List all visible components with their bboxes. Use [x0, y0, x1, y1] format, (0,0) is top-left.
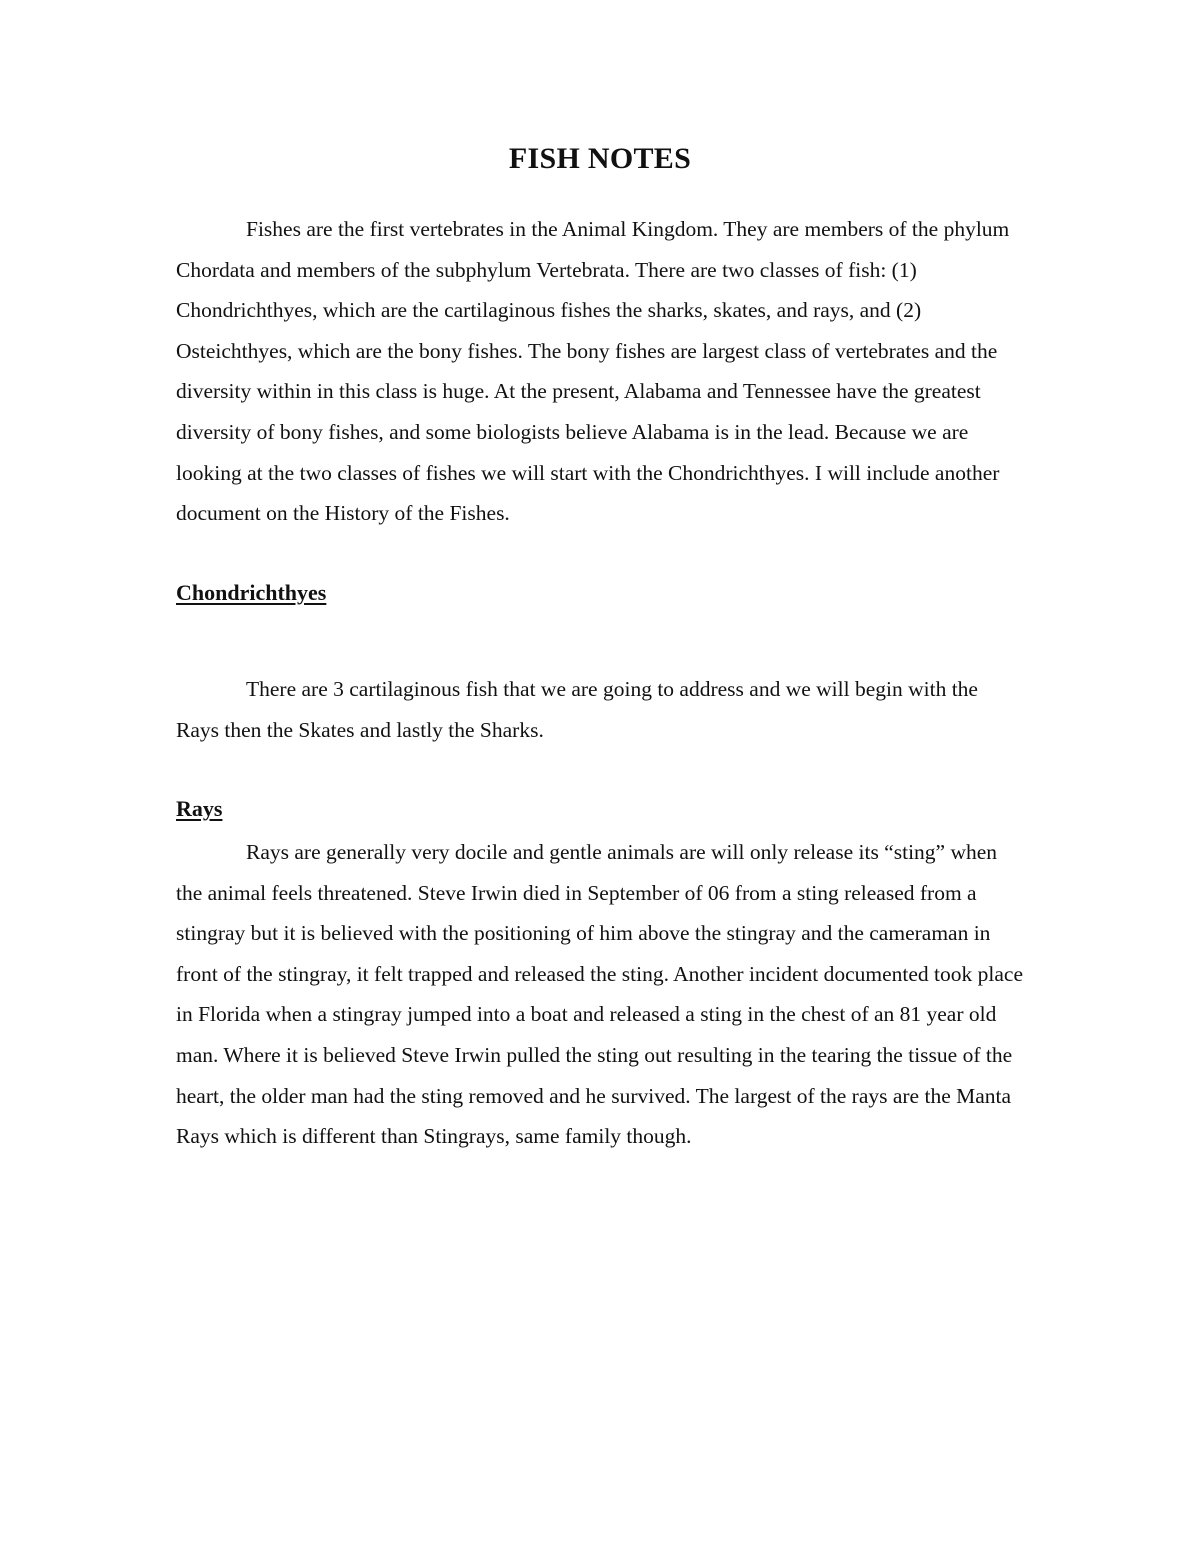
- section-heading-chondrichthyes: Chondrichthyes: [176, 580, 327, 605]
- chondrichthyes-paragraph: There are 3 cartilaginous fish that we are going to address and we will begin with the Rays then the Skates and lastly the Sharks.: [176, 677, 978, 742]
- document-title: FISH NOTES: [508, 142, 692, 175]
- rays-paragraph: Rays are generally very docile and gentle animals are will only release its “sting” when the animal feels threatened. Steve Irwin died in September of 06 from a sting released from a stingray but it is believed with the positioning of him above the stingray and the cameraman in front of the stingray, it felt trapped and released the sting. Another incident documented took place in Florida when a stingray jumped into a boat and released a sting in the chest of an 81 year old man. Where it is believed Steve Irwin pulled the sting out resulting in the tearing the tissue of the heart, the older man had the sting removed and he survived. The largest of the rays are the Manta Rays which is different than Stingrays, same family though.: [176, 840, 1023, 1149]
- intro-paragraph: Fishes are the first vertebrates in the Animal Kingdom. They are members of the phylum Chordata and members of the subphylum Vertebrata. There are two classes of fish: (1) Chondrichthyes, which are the cartilaginous fishes the sharks, skates, and rays, and (2) Osteichthyes, which are the bony fishes. The bony fishes are largest class of vertebrates and the diversity within in this class is huge. At the present, Alabama and Tennessee have the greatest diversity of bony fishes, and some biologists believe Alabama is in the lead. Because we are looking at the two classes of fishes we will start with the Chondrichthyes. I will include another document on the History of the Fishes.: [176, 217, 1010, 526]
- section-heading-rays: Rays: [176, 796, 223, 821]
